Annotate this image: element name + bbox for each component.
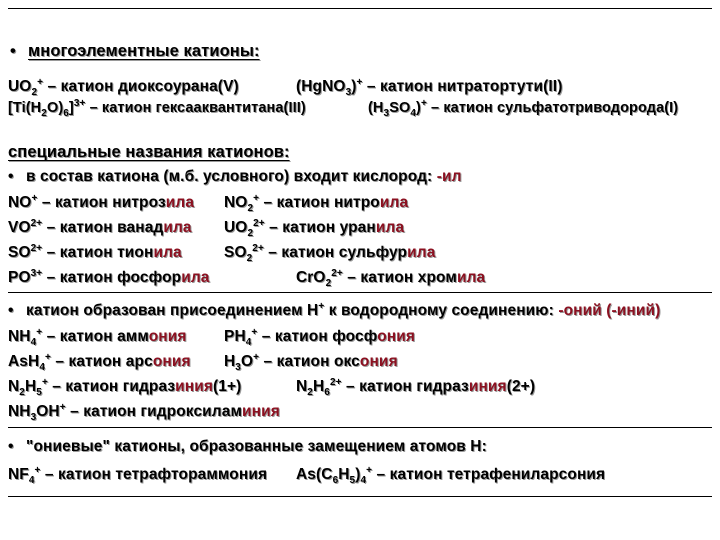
- multi-row-2-left: $[Ti(H_2O)_6]^{3+}$ – катион гексааквантитана(III): [8, 98, 306, 119]
- special-intro: • в состав катиона (м.б. условного) входит кислород: -ил: [8, 168, 462, 185]
- special-row-1-right: $NO_2^+$ – катион нитроила: [224, 192, 409, 215]
- multi-heading-line: [10, 42, 260, 61]
- special-row-4-left: $PO^{3+}$ – катион фосфорила: [8, 267, 210, 286]
- onium-row-3-left: $N_2H_5^+$ – катион гидразиния(1+): [8, 376, 242, 399]
- onium-row-1-left: $NH_4^+$ – катион аммония: [8, 326, 187, 349]
- bullet-icon: •: [8, 438, 14, 455]
- multi-row-1-left: $UO_2^+$ – катион диоксоурана(V): [8, 76, 239, 99]
- section-divider: [8, 427, 712, 428]
- multi-heading: многоэлементные катионы:: [28, 42, 260, 60]
- oniev-row-left: $NF_4^+$ – катион тетрафтораммония: [8, 464, 268, 487]
- section-divider: [8, 292, 712, 293]
- special-row-3-left: $SO^{2+}$ – катион тионила: [8, 242, 182, 261]
- oniev-intro: • "ониевые" катионы, образованные замещением атомов H:: [8, 438, 487, 455]
- top-divider: [8, 8, 712, 9]
- onium-row-3-right: $N_2H_6^{2+}$ – катион гидразиния(2+): [296, 376, 536, 399]
- onium-row-2-right: $H_3O^+$ – катион оксония: [224, 351, 398, 374]
- onium-row-4: $NH_3OH^+$ – катион гидроксиламиния: [8, 401, 280, 424]
- bottom-divider: [8, 496, 712, 497]
- onium-row-2-left: AsH$_4$+ – катион арсония: [8, 351, 191, 374]
- bullet-icon: •: [8, 168, 14, 185]
- multi-row-1-right: (HgNO$_3$)+ – катион нитратортути(II): [296, 76, 563, 99]
- bullet-icon: •: [10, 42, 16, 60]
- special-row-3-right: $SO_2^{2+}$ – катион сульфурила: [224, 242, 436, 265]
- bullet-icon: •: [8, 302, 14, 319]
- special-row-2-left: $VO^{2+}$ – катион ванадила: [8, 217, 192, 236]
- onium-intro: • катион образован присоединением H+ к водородному соединению: -оний (-иний): [8, 300, 661, 319]
- oniev-row-right: $As(C_6H_5)_4^+$ – катион тетрафениларсония: [296, 464, 606, 487]
- special-heading: специальные названия катионов:: [8, 143, 290, 161]
- onium-row-1-right: $PH_4^+$ – катион фосфония: [224, 326, 416, 349]
- special-row-4-right: CrO$_2^{2+}$ – катион хромила: [296, 267, 486, 290]
- multi-row-2-right: $(H_3SO_4)^+$ – катион сульфатотриводорода(I): [368, 98, 679, 119]
- special-row-2-right: $UO_2^{2+}$ – катион уранила: [224, 217, 405, 240]
- special-row-1-left: NO+ – катион нитрозила: [8, 192, 195, 211]
